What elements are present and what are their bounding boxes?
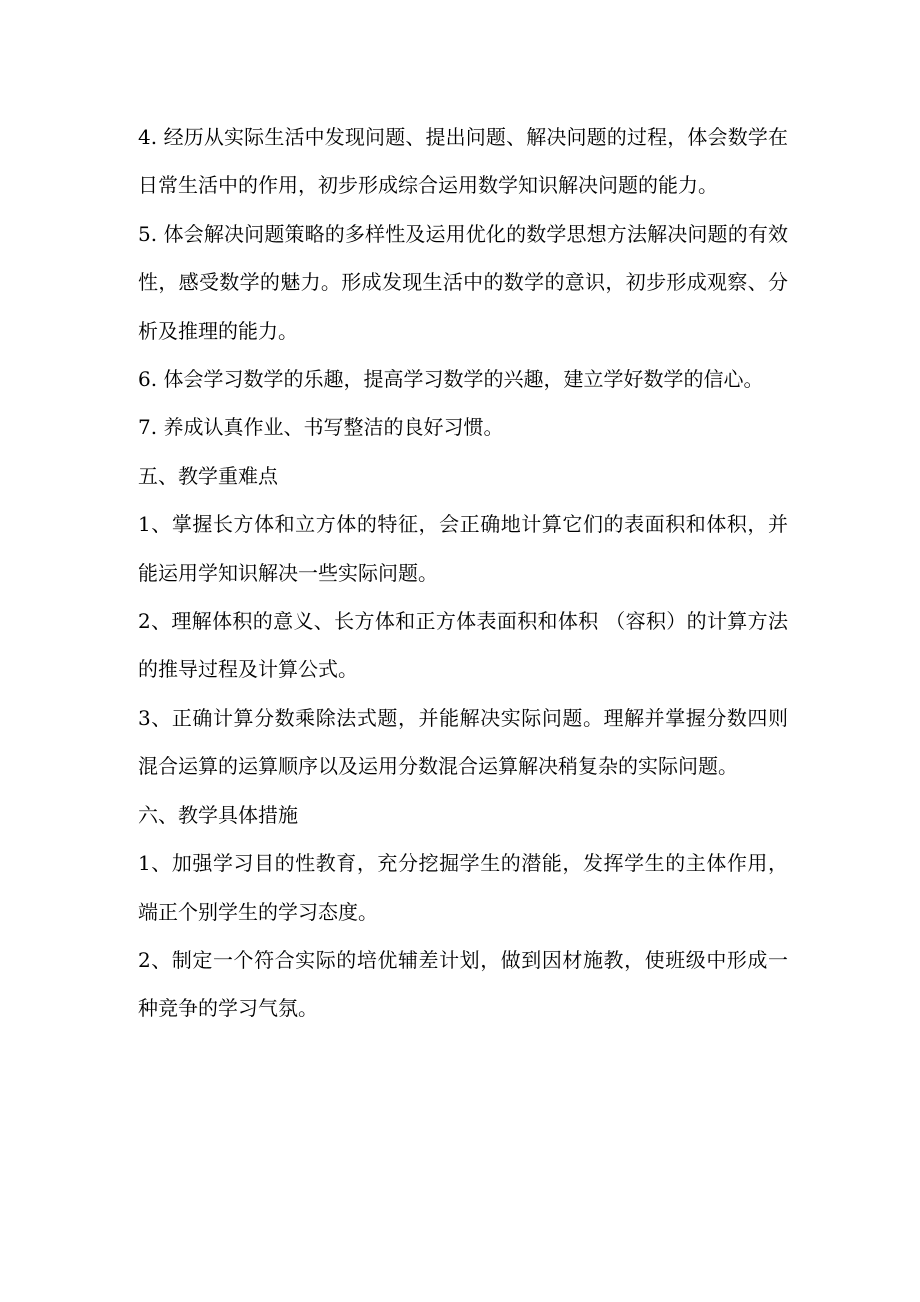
section-heading-key-points: 五、教学重难点 <box>138 463 278 488</box>
key-point-1: 1、掌握长方体和立方体的特征，会正确地计算它们的表面积和体积，并能运用学知识解决一些实际问题。 <box>138 512 788 585</box>
key-point-2: 2、理解体积的意义、长方体和正方体表面积和体积 （容积）的计算方法的推导过程及计算公式。 <box>138 609 788 682</box>
objective-6: 6. 体会学习数学的乐趣，提高学习数学的兴趣，建立学好数学的信心。 <box>138 367 764 392</box>
measure-2: 2、制定一个符合实际的培优辅差计划，做到因材施教，使班级中形成一种竞争的学习气氛。 <box>138 947 788 1021</box>
objective-4: 4. 经历从实际生活中发现问题、提出问题、解决问题的过程，体会数学在日常生活中的作用，初步形成综合运用数学知识解决问题的能力。 <box>138 125 788 198</box>
measure-1: 1、加强学习目的性教育，充分挖掘学生的潜能，发挥学生的主体作用，端正个别学生的学习态度。 <box>138 851 788 924</box>
key-point-3: 3、正确计算分数乘除法式题，并能解决实际问题。理解并掌握分数四则混合运算的运算顺序以及运用分数混合运算解决稍复杂的实际问题。 <box>138 705 788 779</box>
section-heading-measures: 六、教学具体措施 <box>138 802 298 827</box>
objective-5: 5. 体会解决问题策略的多样性及运用优化的数学思想方法解决问题的有效性，感受数学的魅力。形成发现生活中的数学的意识，初步形成观察、分析及推理的能力。 <box>138 221 788 343</box>
objective-7: 7. 养成认真作业、书写整洁的良好习惯。 <box>138 415 504 440</box>
document-body <box>138 113 788 1033</box>
